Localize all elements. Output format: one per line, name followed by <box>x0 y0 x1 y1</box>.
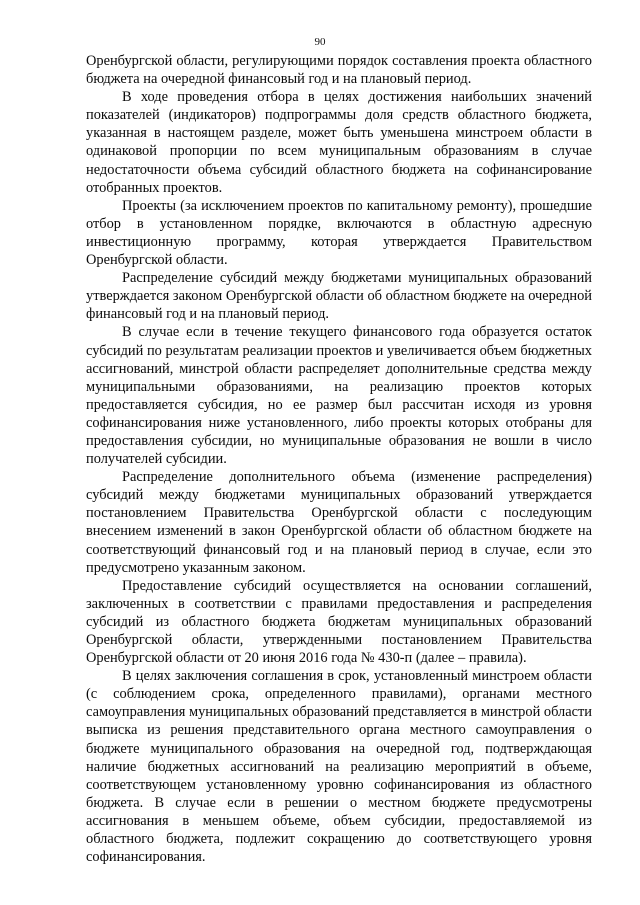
page-number: 90 <box>314 36 326 48</box>
paragraph-7: Предоставление субсидий осуществляется на основании соглашений, заключенных в соответствии с правилами предоставления и распределения субсидий из областного бюджета бюджетам муниципальных образований Оренбургской области, утвержденными постановлением Правительства Оренбургской области от 20 июня 2016 года № 430-п (далее – правила). <box>86 577 592 667</box>
paragraph-8: В целях заключения соглашения в срок, установленный минстроем области (с соблюдением срока, определенного правилами), органами местного самоуправления муниципальных образований представляется в минстрой области выписка из решения представительного органа местного самоуправления о бюджете муниципального образования на очередной год, подтверждающая наличие бюджетных ассигнований на реализацию мероприятий в объеме, соответствующем установленному уровню софинансирования из областного бюджета. В случае если в решении о местном бюджете предусмотрены ассигнования в меньшем объеме, объем субсидии, предоставляемой из областного бюджета, подлежит сокращению до соответствующего уровня софинансирования. <box>86 668 592 866</box>
paragraph-6: Распределение дополнительного объема (изменение распределения) субсидий между бюджетами муниципальных образований утверждается постановлением Правительства Оренбургской области с последующим внесением изменений в закон Оренбургской области об областном бюджете на соответствующий финансовый год и на плановый период в случае, если это предусмотрено указанным законом. <box>86 469 592 576</box>
paragraph-2: В ходе проведения отбора в целях достижения наибольших значений показателей (индикаторов) подпрограммы доля средств областного бюджета, указанная в настоящем разделе, может быть уменьшена минстроем области в одинаковой пропорции по всем муниципальным образованиям в случае недостаточности объема субсидий областного бюджета на софинансирование отобранных проектов. <box>86 89 592 196</box>
paragraph-1: Оренбургской области, регулирующими порядок составления проекта областного бюджета на очередной финансовый год и на плановый период. <box>86 53 592 88</box>
paragraph-4: Распределение субсидий между бюджетами муниципальных образований утверждается законом Оренбургской области об областном бюджете на очередной финансовый год и на плановый период. <box>86 270 592 323</box>
paragraph-3: Проекты (за исключением проектов по капитальному ремонту), прошедшие отбор в установленном порядке, включаются в областную адресную инвестиционную программу, которая утверждается Правительством Оренбургской области. <box>86 197 592 269</box>
document-body <box>86 52 592 866</box>
paragraph-5: В случае если в течение текущего финансового года образуется остаток субсидий по результатам реализации проектов и увеличивается объем бюджетных ассигнований, минстрой области распределяет дополнительные средства между муниципальными образованиями, на реализацию проектов которых предоставляется субсидия, но ее размер был рассчитан исходя из уровня софинансирования ниже установленного, либо проекты которых отобраны для предоставления субсидии, но муниципальные образования не вошли в число получателей субсидии. <box>86 324 592 468</box>
